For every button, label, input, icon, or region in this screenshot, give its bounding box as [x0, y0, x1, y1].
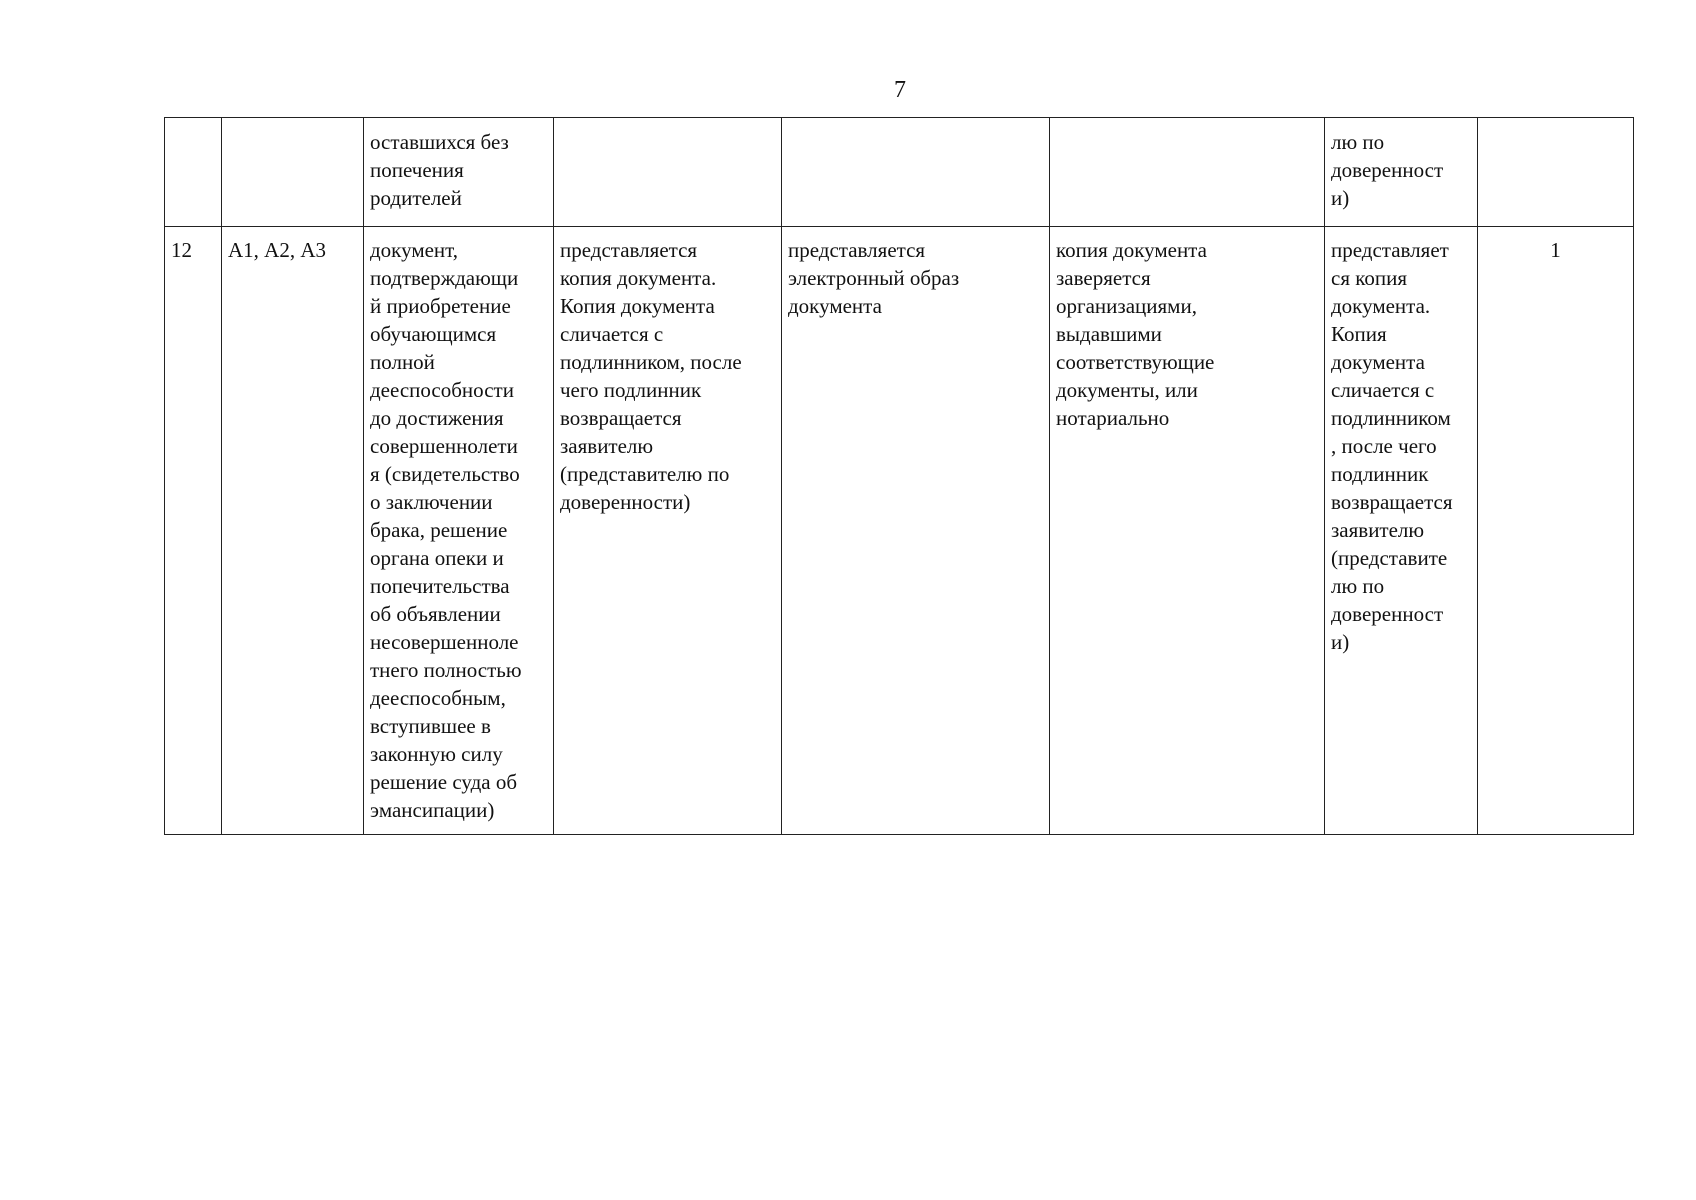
cell-codes: [222, 118, 364, 227]
documents-table: [164, 117, 1634, 835]
cell-certification: копия документа заверяется организациями, выдавшими соответствующие документы, или нотариально: [1050, 227, 1325, 835]
cell-number: [165, 118, 222, 227]
cell-document: оставшихся без попечения родителей: [364, 118, 554, 227]
cell-mail-submission: представляет ся копия документа. Копия документа сличается с подлинником , после чего подлинник возвращается заявителю (представите лю по доверенност и): [1325, 227, 1478, 835]
cell-count: [1478, 118, 1634, 227]
cell-codes: А1, А2, А3: [222, 227, 364, 835]
cell-mail-submission: лю по доверенност и): [1325, 118, 1478, 227]
cell-paper-submission: [554, 118, 782, 227]
cell-certification: [1050, 118, 1325, 227]
cell-number: 12: [165, 227, 222, 835]
table-row: [165, 118, 1634, 227]
table-row: [165, 227, 1634, 835]
cell-electronic-submission: [782, 118, 1050, 227]
cell-paper-submission: представляется копия документа. Копия документа сличается с подлинником, после чего подлинник возвращается заявителю (представителю по доверенности): [554, 227, 782, 835]
cell-count: 1: [1478, 227, 1634, 835]
page-number: 7: [894, 77, 906, 103]
cell-document: документ, подтверждающи й приобретение обучающимся полной дееспособности до достижения совершеннолети я (свидетельство о заключении брака, решение органа опеки и попечительства об объявлении несовершенноле тнего полностью дееспособным, вступившее в законную силу решение суда об эмансипации): [364, 227, 554, 835]
cell-electronic-submission: представляется электронный образ документа: [782, 227, 1050, 835]
